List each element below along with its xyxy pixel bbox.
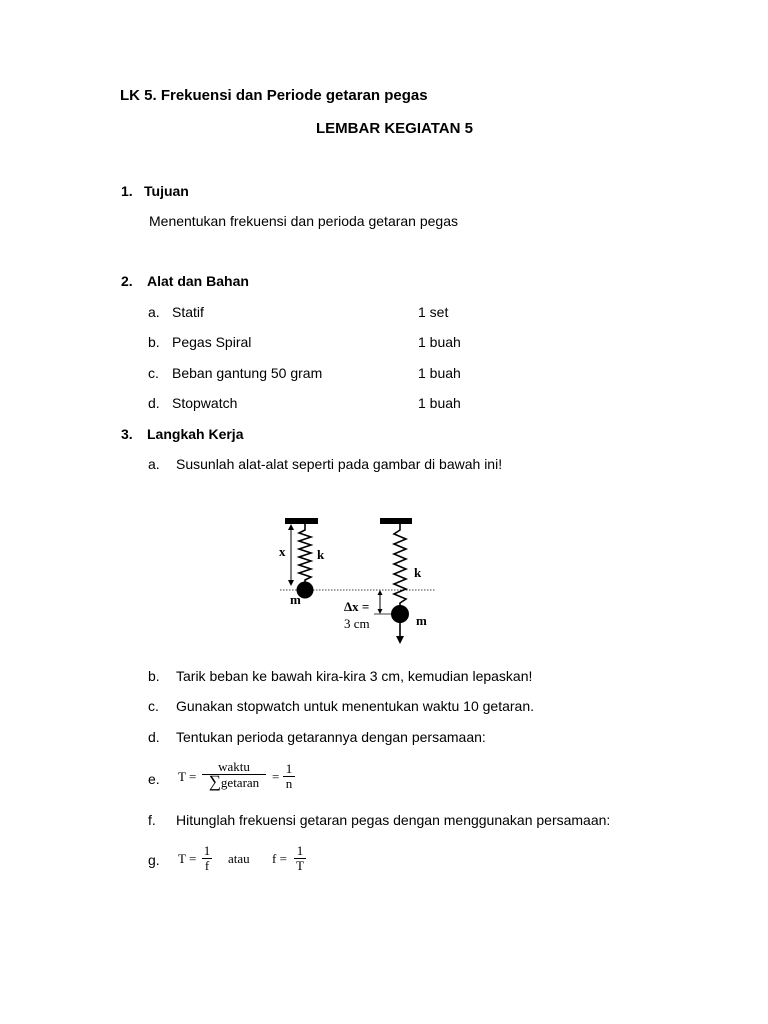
- step-f-text: Hitunglah frekuensi getaran pegas dengan menggunakan persamaan:: [176, 812, 611, 828]
- list-item-qty: 1 buah: [418, 395, 461, 411]
- section1-heading: Tujuan: [144, 183, 189, 199]
- list-item-letter: b.: [148, 334, 160, 350]
- step-c-letter: c.: [148, 698, 159, 714]
- step-b-text: Tarik beban ke bawah kira-kira 3 cm, kemudian lepaskan!: [176, 668, 533, 684]
- sheet-title: LEMBAR KEGIATAN 5: [316, 120, 473, 137]
- dx-arrow-down: [378, 609, 383, 614]
- x-arrow-down: [288, 580, 294, 586]
- step-d-letter: d.: [148, 729, 160, 745]
- freq-numerator-1: 1: [203, 843, 211, 858]
- list-item-name: Beban gantung 50 gram: [172, 365, 323, 381]
- atau-text: atau: [228, 851, 250, 866]
- list-item-letter: a.: [148, 304, 160, 320]
- freq-denominator-1: f: [204, 858, 210, 873]
- left-spring: [299, 524, 311, 582]
- right-support: [380, 518, 412, 524]
- list-item-letter: d.: [148, 395, 160, 411]
- period-fraction-1: [202, 760, 266, 790]
- period-equals: =: [272, 769, 280, 784]
- step-b-letter: b.: [148, 668, 160, 684]
- dx-label: Δx =: [344, 599, 370, 614]
- step-c-text: Gunakan stopwatch untuk menentukan waktu 10 getaran.: [176, 698, 535, 714]
- section2-heading: Alat dan Bahan: [147, 273, 249, 289]
- left-support: [285, 518, 318, 524]
- x-arrow-up: [288, 524, 294, 530]
- period-lhs: T =: [178, 769, 197, 784]
- k-label-left: k: [317, 547, 325, 562]
- section3-heading: Langkah Kerja: [147, 426, 244, 442]
- freq-numerator-2: 1: [296, 843, 304, 858]
- freq-lhs-1: T =: [178, 851, 197, 866]
- list-item-qty: 1 buah: [418, 334, 461, 350]
- period-fraction-2: [283, 762, 295, 791]
- spring-diagram: [270, 510, 450, 650]
- right-mass: [391, 605, 409, 623]
- list-item-qty: 1 set: [418, 304, 449, 320]
- section1-number: 1.: [121, 183, 133, 199]
- step-d-text: Tentukan perioda getarannya dengan persamaan:: [176, 729, 486, 745]
- step-g-letter: g.: [148, 852, 160, 868]
- freq-fraction-1: [202, 844, 212, 873]
- list-item-name: Stopwatch: [172, 395, 238, 411]
- list-item-name: Pegas Spiral: [172, 334, 252, 350]
- section3-number: 3.: [121, 426, 133, 442]
- period-numerator-2: 1: [285, 761, 293, 776]
- period-denominator-1: getaran: [220, 775, 260, 790]
- m-label-left: m: [290, 592, 301, 607]
- right-spring: [394, 524, 406, 606]
- period-numerator-1: waktu: [218, 759, 250, 774]
- step-a-text: Susunlah alat-alat seperti pada gambar di bawah ini!: [176, 456, 503, 472]
- freq-denominator-2: T: [296, 858, 304, 873]
- document-title: LK 5. Frekuensi dan Periode getaran pegas: [120, 87, 428, 104]
- dx-arrow-up: [378, 590, 383, 595]
- k-label-right: k: [414, 565, 422, 580]
- section2-number: 2.: [121, 273, 133, 289]
- pull-arrow-head: [396, 636, 404, 644]
- x-label: x: [279, 544, 286, 559]
- dx-value: 3 cm: [344, 616, 370, 631]
- step-f-letter: f.: [148, 812, 156, 828]
- step-e-letter: e.: [148, 771, 160, 787]
- freq-fraction-2: [294, 844, 306, 873]
- m-label-right: m: [416, 613, 427, 628]
- list-item-qty: 1 buah: [418, 365, 461, 381]
- list-item-letter: c.: [148, 365, 159, 381]
- period-denominator-2: n: [285, 776, 293, 791]
- freq-lhs-2: f =: [272, 851, 287, 866]
- list-item-name: Statif: [172, 304, 204, 320]
- sum-symbol: ∑: [208, 772, 221, 791]
- step-a-letter: a.: [148, 456, 160, 472]
- section1-text: Menentukan frekuensi dan perioda getaran pegas: [149, 213, 458, 229]
